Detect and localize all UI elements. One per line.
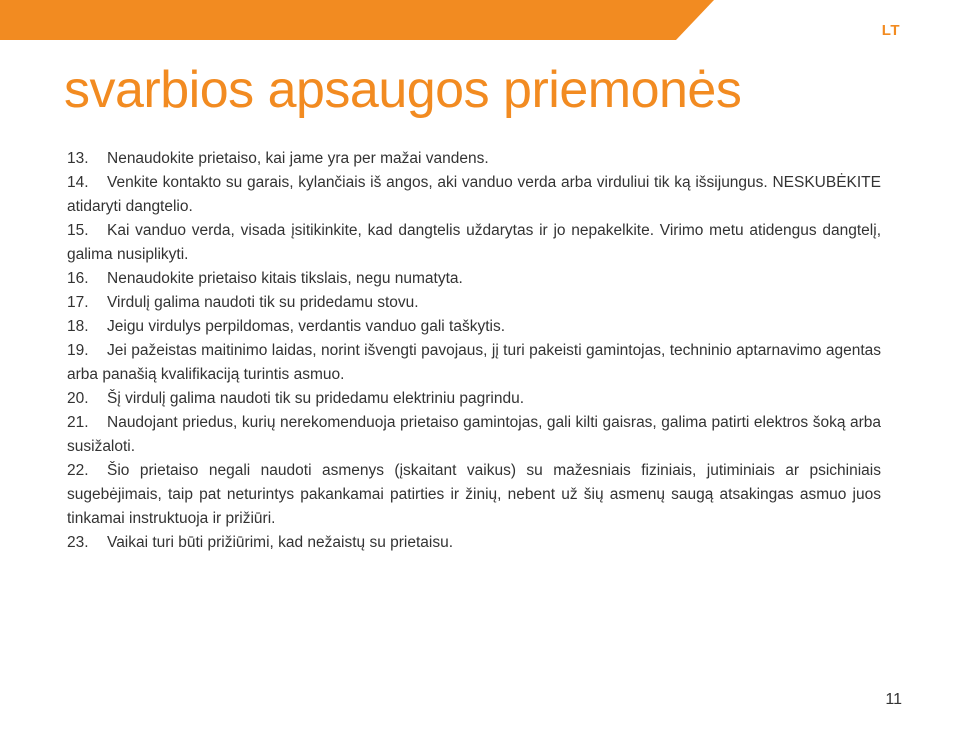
page-number: 11 xyxy=(885,691,902,708)
item-text: Venkite kontakto su garais, kylančiais iš angos, aki vanduo verda arba virduliui tik ką išsijungus. NESKUBĖKITE atidaryti dangtelio. xyxy=(67,174,881,215)
item-number: 13. xyxy=(67,150,89,167)
language-code: LT xyxy=(881,22,900,39)
item-number: 16. xyxy=(67,270,89,287)
item-text: Naudojant priedus, kurių nerekomenduoja prietaiso gamintojas, gali kilti gaisras, galima patirti elektros šoką arba susižaloti. xyxy=(67,414,881,455)
list-item xyxy=(67,459,881,531)
item-number: 14. xyxy=(67,174,89,191)
list-item xyxy=(67,315,881,339)
item-text: Kai vanduo verda, visada įsitikinkite, kad dangtelis uždarytas ir jo nepakelkite. Virimo metu atidengus dangtelį, galima nusiplikyti. xyxy=(67,222,881,263)
item-number: 22. xyxy=(67,462,89,479)
item-number: 17. xyxy=(67,294,89,311)
item-number: 23. xyxy=(67,534,89,551)
page-title: svarbios apsaugos priemonės xyxy=(64,61,742,119)
list-item xyxy=(67,291,881,315)
item-text: Vaikai turi būti prižiūrimi, kad nežaistų su prietaisu. xyxy=(107,534,454,551)
item-text: Virdulį galima naudoti tik su pridedamu stovu. xyxy=(107,294,419,311)
safety-instructions-list xyxy=(67,147,881,555)
item-number: 18. xyxy=(67,318,89,335)
list-item xyxy=(67,147,881,171)
item-number: 19. xyxy=(67,342,89,359)
list-item xyxy=(67,267,881,291)
item-text: Jei pažeistas maitinimo laidas, norint išvengti pavojaus, jį turi pakeisti gamintojas, techninio aptarnavimo agentas arba panašią kvalifikaciją turintis asmuo. xyxy=(67,342,881,383)
item-text: Jeigu virdulys perpildomas, verdantis vanduo gali taškytis. xyxy=(107,318,506,335)
item-text: Šį virdulį galima naudoti tik su pridedamu elektriniu pagrindu. xyxy=(107,390,525,407)
item-text: Šio prietaiso negali naudoti asmenys (įskaitant vaikus) su mažesniais fiziniais, jutiminiais ar psichiniais sugebėjimais, taip pat neturintys pakankamai patirties ir žinių, nebent už šių asmenų saugą atsakingas asmuo juos tinkamai instruktuoja ir prižiūri. xyxy=(67,462,881,527)
item-text: Nenaudokite prietaiso kitais tikslais, negu numatyta. xyxy=(107,270,463,287)
list-item xyxy=(67,339,881,387)
list-item xyxy=(67,219,881,267)
item-number: 15. xyxy=(67,222,89,239)
item-number: 20. xyxy=(67,390,89,407)
list-item xyxy=(67,411,881,459)
item-text: Nenaudokite prietaiso, kai jame yra per mažai vandens. xyxy=(107,150,489,167)
list-item xyxy=(67,531,881,555)
list-item xyxy=(67,387,881,411)
item-number: 21. xyxy=(67,414,89,431)
header-banner xyxy=(0,0,954,40)
list-item xyxy=(67,171,881,219)
